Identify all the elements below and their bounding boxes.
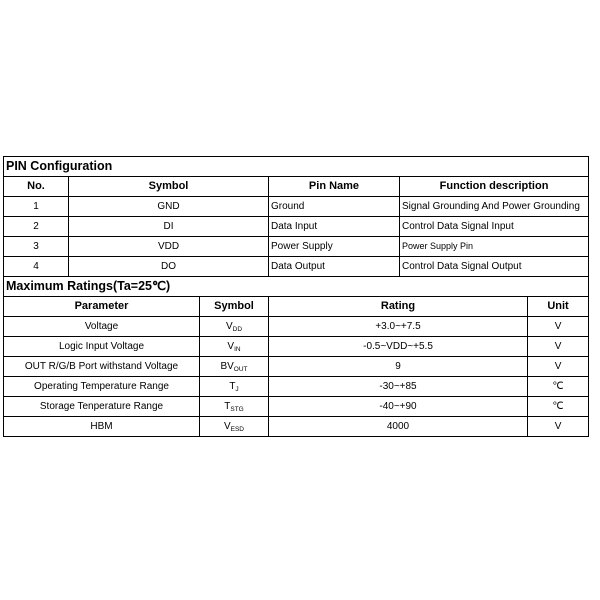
rating-value: -0.5~VDD~+5.5 bbox=[269, 337, 528, 357]
rating-parameter-header: Parameter bbox=[4, 297, 200, 317]
pin-symbol-header: Symbol bbox=[69, 177, 269, 197]
rating-symbol-subscript: J bbox=[235, 386, 239, 393]
rating-symbol-header: Symbol bbox=[200, 297, 269, 317]
rating-symbol-main: T bbox=[224, 401, 231, 412]
rating-unit: V bbox=[528, 417, 589, 437]
rating-symbol-subscript: OUT bbox=[233, 366, 248, 373]
rating-row bbox=[4, 377, 589, 397]
pin-row bbox=[4, 237, 589, 257]
pin-row bbox=[4, 197, 589, 217]
rating-value: 4000 bbox=[269, 417, 528, 437]
pin-name-header: Pin Name bbox=[269, 177, 400, 197]
pin-function: Control Data Signal Output bbox=[400, 257, 589, 277]
rating-value: +3.0~+7.5 bbox=[269, 317, 528, 337]
pin-no: 4 bbox=[4, 257, 69, 277]
rating-symbol-main: BV bbox=[220, 361, 234, 372]
rating-unit: V bbox=[528, 357, 589, 377]
rating-value: 9 bbox=[269, 357, 528, 377]
spec-table bbox=[3, 156, 589, 437]
rating-symbol-main: V bbox=[227, 341, 235, 352]
pin-symbol: DI bbox=[69, 217, 269, 237]
rating-symbol-main: T bbox=[229, 381, 236, 392]
rating-parameter: Operating Temperature Range bbox=[4, 377, 200, 397]
pin-name: Data Output bbox=[269, 257, 400, 277]
rating-symbol bbox=[200, 417, 269, 437]
max-ratings-section-row bbox=[4, 277, 589, 297]
rating-parameter: HBM bbox=[4, 417, 200, 437]
rating-unit: ℃ bbox=[528, 397, 589, 417]
pin-row bbox=[4, 257, 589, 277]
max-ratings-header-row bbox=[4, 297, 589, 317]
pin-function-header: Function description bbox=[400, 177, 589, 197]
rating-parameter: Logic Input Voltage bbox=[4, 337, 200, 357]
rating-row bbox=[4, 357, 589, 377]
pin-symbol: DO bbox=[69, 257, 269, 277]
rating-symbol-main: V bbox=[225, 321, 233, 332]
rating-symbol-subscript: DD bbox=[232, 326, 243, 333]
rating-symbol bbox=[200, 317, 269, 337]
rating-symbol-subscript: ESD bbox=[230, 426, 245, 433]
pin-function: Signal Grounding And Power Grounding bbox=[400, 197, 589, 217]
rating-symbol-subscript: IN bbox=[234, 346, 241, 353]
pin-no: 3 bbox=[4, 237, 69, 257]
pin-no: 2 bbox=[4, 217, 69, 237]
pin-config-header-row bbox=[4, 177, 589, 197]
rating-symbol-main: V bbox=[223, 421, 231, 432]
pin-no: 1 bbox=[4, 197, 69, 217]
rating-unit: V bbox=[528, 337, 589, 357]
pin-symbol: VDD bbox=[69, 237, 269, 257]
rating-parameter: Storage Tenperature Range bbox=[4, 397, 200, 417]
rating-symbol bbox=[200, 377, 269, 397]
pin-row bbox=[4, 217, 589, 237]
rating-symbol-subscript: STG bbox=[230, 406, 244, 413]
rating-symbol bbox=[200, 337, 269, 357]
pin-symbol: GND bbox=[69, 197, 269, 217]
pin-config-title: PIN Configuration bbox=[4, 157, 589, 177]
rating-row bbox=[4, 417, 589, 437]
pin-name: Data Input bbox=[269, 217, 400, 237]
pin-no-header: No. bbox=[4, 177, 69, 197]
rating-unit: ℃ bbox=[528, 377, 589, 397]
pin-config-section-row bbox=[4, 157, 589, 177]
rating-value-header: Rating bbox=[269, 297, 528, 317]
spec-sheet bbox=[3, 156, 588, 437]
rating-value: -30~+85 bbox=[269, 377, 528, 397]
rating-parameter: OUT R/G/B Port withstand Voltage bbox=[4, 357, 200, 377]
pin-name: Ground bbox=[269, 197, 400, 217]
rating-value: -40~+90 bbox=[269, 397, 528, 417]
max-ratings-title: Maximum Ratings(Ta=25℃) bbox=[4, 277, 589, 297]
rating-symbol bbox=[200, 397, 269, 417]
pin-function: Power Supply Pin bbox=[400, 237, 589, 257]
pin-function: Control Data Signal Input bbox=[400, 217, 589, 237]
rating-row bbox=[4, 337, 589, 357]
rating-row bbox=[4, 317, 589, 337]
rating-unit-header: Unit bbox=[528, 297, 589, 317]
pin-name: Power Supply bbox=[269, 237, 400, 257]
rating-row bbox=[4, 397, 589, 417]
rating-parameter: Voltage bbox=[4, 317, 200, 337]
rating-symbol bbox=[200, 357, 269, 377]
rating-unit: V bbox=[528, 317, 589, 337]
